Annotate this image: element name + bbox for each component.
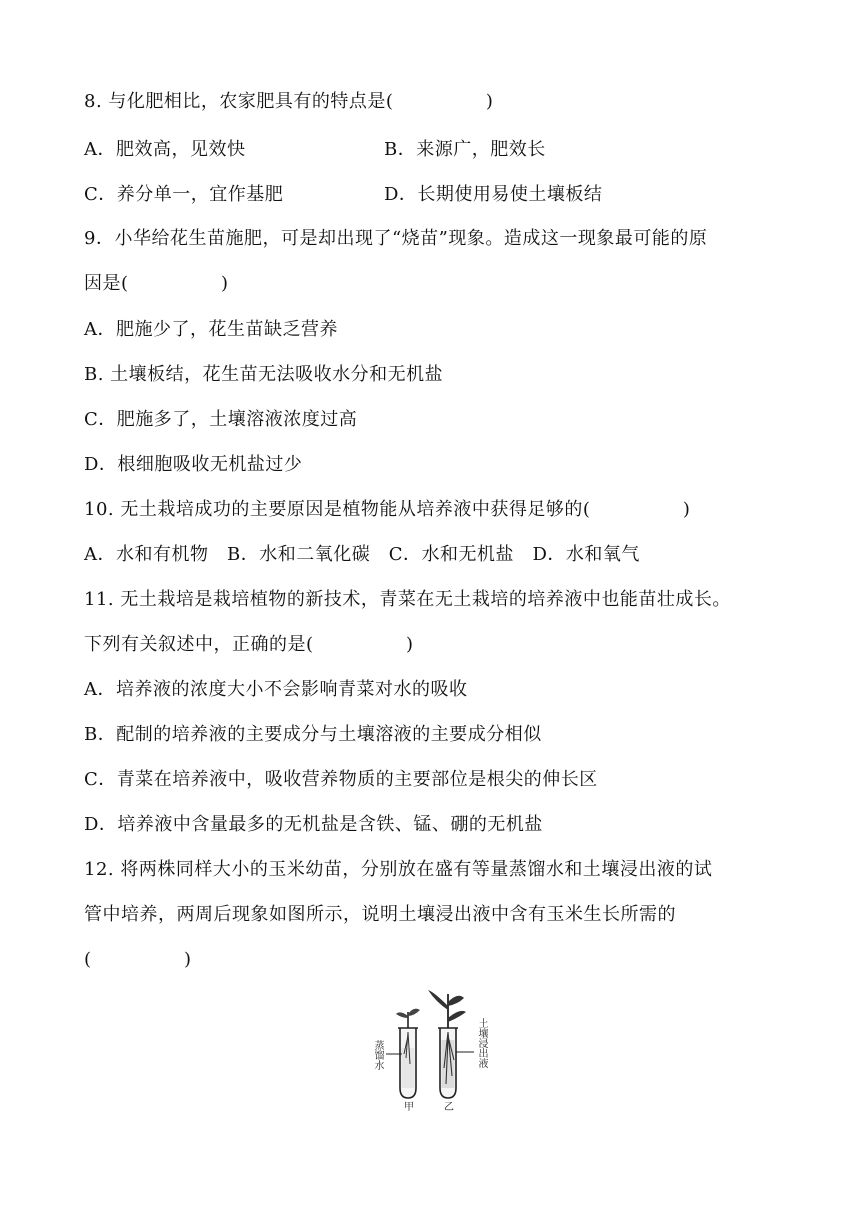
q11-option-d: D．培养液中含量最多的无机盐是含铁、锰、硼的无机盐	[84, 814, 543, 835]
q11-option-c: C．青菜在培养液中，吸收营养物质的主要部位是根尖的伸长区	[84, 769, 598, 790]
q9-option-c: C．肥施多了，土壤溶液浓度过高	[84, 409, 358, 430]
tube-label-right: 乙	[444, 1102, 454, 1112]
q11-stem-line1: 11. 无土栽培是栽培植物的新技术，青菜在无土栽培的培养液中也能苗壮成长。	[84, 589, 731, 610]
q9-stem-line2: 因是( )	[84, 273, 229, 294]
q8-option-b: B．来源广，肥效长	[384, 139, 546, 160]
q10-options: A．水和有机物 B．水和二氧化碳 C．水和无机盐 D．水和氧气	[84, 544, 640, 565]
q10-stem: 10. 无土栽培成功的主要原因是植物能从培养液中获得足够的( )	[84, 499, 691, 520]
q11-stem-line2: 下列有关叙述中，正确的是( )	[84, 634, 414, 655]
q9-option-b: B. 土壤板结，花生苗无法吸收水分和无机盐	[84, 364, 444, 385]
q11-option-a: A．培养液的浓度大小不会影响青菜对水的吸收	[84, 679, 468, 700]
label-soil-extract: 土壤浸出液	[476, 1018, 487, 1068]
tube-label-left: 甲	[404, 1102, 414, 1112]
q9-stem-line1: 9．小华给花生苗施肥，可是却出现了“烧苗”现象。造成这一现象最可能的原	[84, 228, 708, 249]
q8-option-d: D．长期使用易使土壤板结	[384, 184, 603, 205]
label-distilled-water: 蒸馏水	[372, 1040, 383, 1070]
q9-option-d: D．根细胞吸收无机盐过少	[84, 454, 303, 475]
right-seedling-icon	[428, 990, 466, 1084]
q8-stem: 8. 与化肥相比，农家肥具有的特点是( )	[84, 91, 494, 112]
q11-option-b: B．配制的培养液的主要成分与土壤溶液的主要成分相似	[84, 724, 542, 745]
q12-stem-line1: 12. 将两株同样大小的玉米幼苗，分别放在盛有等量蒸馏水和土壤浸出液的试	[84, 859, 713, 880]
q9-option-a: A．肥施少了，花生苗缺乏营养	[84, 319, 338, 340]
left-test-tube	[396, 1009, 420, 1098]
q12-stem-line3: ( )	[84, 949, 192, 970]
right-test-tube	[428, 990, 466, 1098]
q12-stem-line2: 管中培养，两周后现象如图所示，说明土壤浸出液中含有玉米生长所需的	[84, 904, 676, 925]
q8-option-a: A．肥效高，见效快	[84, 139, 246, 160]
q8-option-c: C．养分单一，宜作基肥	[84, 184, 284, 205]
